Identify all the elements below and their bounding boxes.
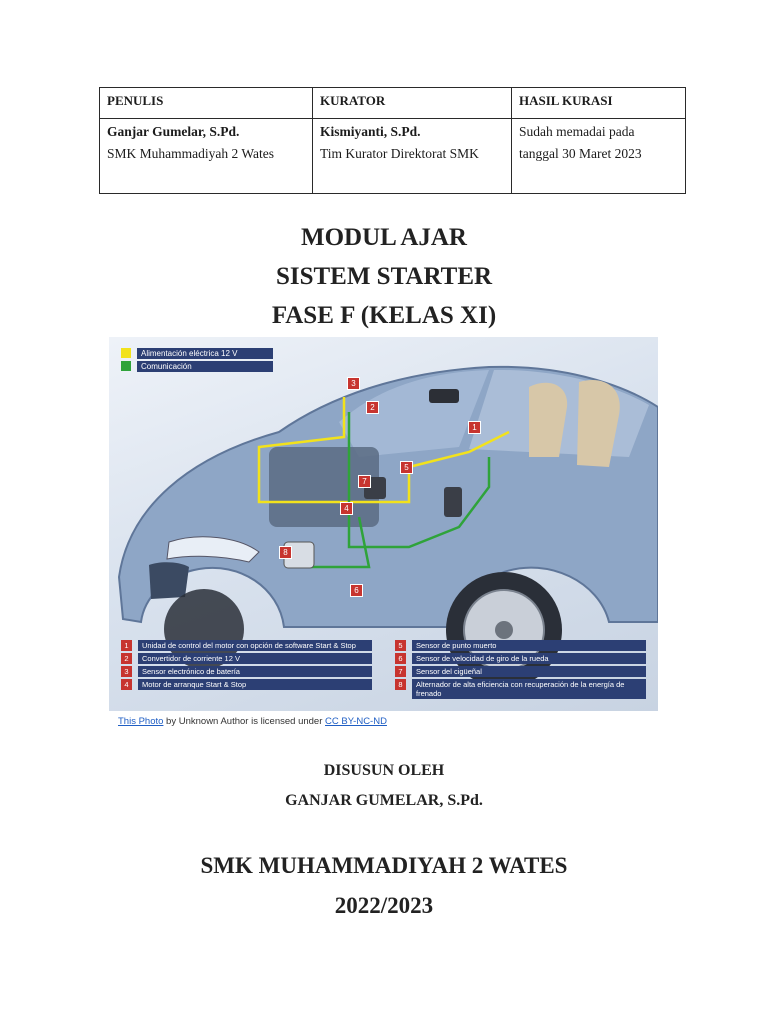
writer-name: Ganjar Gumelar, S.Pd. [107, 124, 240, 139]
legend-num: 5 [395, 640, 406, 651]
legend-text: Convertidor de corriente 12 V [138, 653, 372, 664]
legend-text: Motor de arranque Start & Stop [138, 679, 372, 690]
header-curator: KURATOR [313, 88, 512, 119]
legend-item [121, 653, 372, 664]
title-line-1: MODUL AJAR [301, 224, 467, 251]
power-label: Alimentación eléctrica 12 V [137, 348, 273, 359]
school-year: 2022/2023 [334, 893, 434, 918]
legend-num: 8 [395, 679, 406, 690]
table-body-row [100, 119, 686, 194]
legend-num: 4 [121, 679, 132, 690]
component-legend-left [121, 640, 372, 701]
legend-num: 3 [121, 666, 132, 677]
front-hub [495, 621, 513, 639]
callout-6: 6 [350, 584, 363, 597]
legend-text: Alternador de alta eficiencia con recuperación de la energía de frenado [412, 679, 646, 699]
power-swatch [121, 348, 131, 358]
legend-num: 7 [395, 666, 406, 677]
school-block [0, 846, 768, 926]
legend-text: Unidad de control del motor con opción de software Start & Stop [138, 640, 372, 651]
legend-item [395, 653, 646, 664]
callout-1: 1 [468, 421, 481, 434]
author-block [0, 756, 768, 816]
legend-text: Sensor electrónico de batería [138, 666, 372, 677]
wire-legend-comm [121, 360, 273, 372]
title-line-2: SISTEM STARTER [275, 263, 493, 290]
legend-text: Sensor del cigüeñal [412, 666, 646, 677]
legend-num: 6 [395, 653, 406, 664]
curator-cell [313, 119, 512, 194]
callout-4: 4 [340, 502, 353, 515]
callout-8: 8 [279, 546, 292, 559]
writer-cell [100, 119, 313, 194]
table-header-row [100, 88, 686, 119]
credit-middle-text: by Unknown Author is licensed under [163, 716, 326, 727]
legend-num: 2 [121, 653, 132, 664]
result-line-1: Sudah memadai pada [519, 124, 635, 139]
callout-7: 7 [358, 475, 371, 488]
result-line-2: tanggal 30 Maret 2023 [519, 146, 642, 161]
crank-sensor-part [444, 487, 462, 517]
component-legend-right [395, 640, 646, 701]
curation-table [99, 87, 686, 194]
legend-item [121, 666, 372, 677]
legend-text: Sensor de punto muerto [412, 640, 646, 651]
component-legend [121, 640, 646, 701]
curator-affiliation: Tim Kurator Direktorat SMK [320, 146, 479, 161]
legend-item [395, 679, 646, 699]
callout-2: 2 [366, 401, 379, 414]
legend-item [395, 640, 646, 651]
header-result: HASIL KURASI [512, 88, 686, 119]
legend-item [121, 640, 372, 651]
battery-sensor-part [429, 389, 459, 403]
result-cell [512, 119, 686, 194]
legend-num: 1 [121, 640, 132, 651]
legend-text: Sensor de velocidad de giro de la rueda [412, 653, 646, 664]
school-name: SMK MUHAMMADIYAH 2 WATES [200, 853, 568, 878]
wire-legend-power [121, 347, 273, 359]
photo-link[interactable]: This Photo [118, 716, 164, 727]
license-link[interactable]: CC BY-NC-ND [325, 716, 387, 727]
author-label: DISUSUN OLEH [323, 762, 445, 779]
photo-credit [118, 716, 387, 727]
wire-legend [121, 347, 273, 373]
curator-name: Kismiyanti, S.Pd. [320, 124, 421, 139]
callout-3: 3 [347, 377, 360, 390]
header-writer: PENULIS [100, 88, 313, 119]
grille-shape [149, 562, 189, 599]
callout-5: 5 [400, 461, 413, 474]
title-line-3: FASE F (KELAS XI) [271, 302, 497, 329]
comm-swatch [121, 361, 131, 371]
author-name: GANJAR GUMELAR, S.Pd. [285, 792, 483, 809]
legend-item [121, 679, 372, 690]
comm-label: Comunicación [137, 361, 273, 372]
document-title [0, 218, 768, 335]
writer-affiliation: SMK Muhammadiyah 2 Wates [107, 146, 275, 161]
car-starter-illustration [109, 337, 658, 711]
legend-item [395, 666, 646, 677]
